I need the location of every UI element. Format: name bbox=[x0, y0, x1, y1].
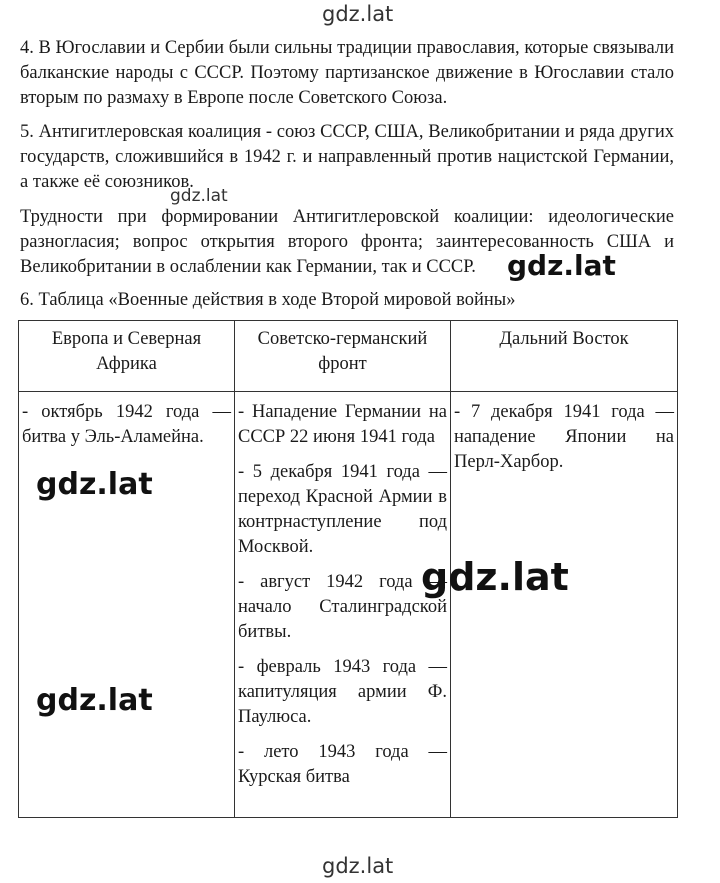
event-soviet-4: - февраль 1943 года — капитуляция армии Ф. Паулюса. bbox=[238, 657, 447, 727]
header-far-east: Дальний Восток bbox=[451, 321, 678, 392]
header-europe-africa: Европа и Северная Африка bbox=[19, 321, 235, 392]
watermark-large-4: gdz.lat bbox=[36, 683, 153, 718]
watermark-small: gdz.lat bbox=[170, 186, 228, 206]
cell-europe-africa bbox=[19, 392, 235, 818]
event-soviet-2: - 5 декабря 1941 года — переход Красной Армии в контрнаступление под Москвой. bbox=[238, 462, 447, 557]
watermark-large-1: gdz.lat bbox=[507, 249, 616, 282]
event-soviet-3: - август 1942 года — начало Сталинградской битвы. bbox=[238, 572, 447, 642]
cell-far-east bbox=[451, 392, 678, 818]
table-row bbox=[19, 392, 678, 818]
watermark-large-2: gdz.lat bbox=[36, 467, 153, 502]
event-soviet-1: - Нападение Германии на СССР 22 июня 1941 года bbox=[238, 402, 447, 447]
paragraph-6-table-title: 6. Таблица «Военные действия в ходе Второй мировой войны» bbox=[20, 290, 516, 310]
header-soviet-german-front: Советско-германский фронт bbox=[235, 321, 451, 392]
table-header-row bbox=[19, 321, 678, 392]
military-actions-table bbox=[18, 320, 678, 818]
watermark-large-3: gdz.lat bbox=[421, 555, 569, 599]
watermark-bottom: gdz.lat bbox=[322, 854, 394, 878]
event-soviet-5: - лето 1943 года — Курская битва bbox=[238, 742, 447, 787]
event-europe-1: - октябрь 1942 года — битва у Эль-Аламейна. bbox=[22, 402, 231, 447]
event-far-east-1: - 7 декабря 1941 года — нападение Японии на Перл-Харбор. bbox=[454, 402, 674, 472]
cell-soviet-german-front bbox=[235, 392, 451, 818]
paragraph-5-difficulties: Трудности при формировании Антигитлеровской коалиции: идеологические разногласия; вопрос открытия второго фронта; заинтересованность США и Великобритании в ослаблении как Германии, так и СССР. bbox=[20, 207, 674, 277]
watermark-top: gdz.lat bbox=[322, 2, 394, 26]
paragraph-5: 5. Антигитлеровская коалиция - союз СССР, США, Великобритании и ряда других государств, сложившийся в 1942 г. и направленный против нацистской Германии, а также её союзников. bbox=[20, 122, 674, 192]
paragraph-4: 4. В Югославии и Сербии были сильны традиции православия, которые связывали балканские народы с СССР. Поэтому партизанское движение в Югославии стало вторым по размаху в Европе после Советского Союза. bbox=[20, 38, 674, 108]
